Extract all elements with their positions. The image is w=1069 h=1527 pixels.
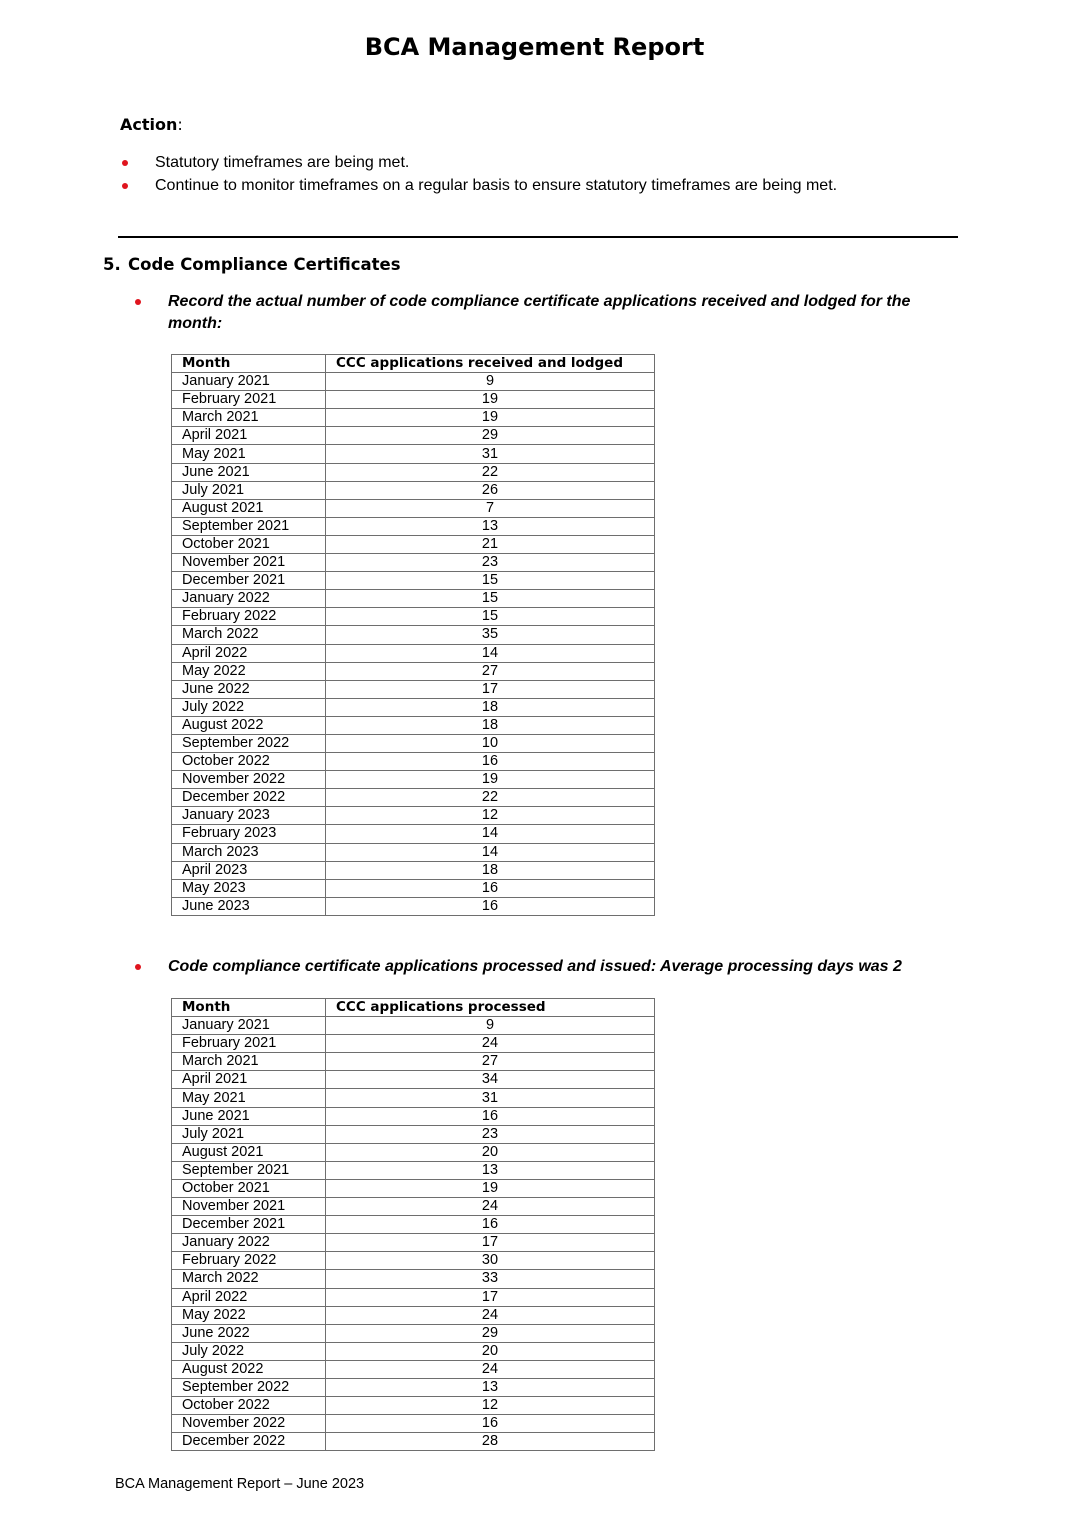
count-cell: 13 [326,517,655,535]
count-cell: 31 [326,445,655,463]
table-row [172,1161,655,1179]
month-cell: May 2021 [172,445,326,463]
table-row [172,1053,655,1071]
month-cell: May 2022 [172,1306,326,1324]
table-row [172,445,655,463]
month-cell: March 2021 [172,1053,326,1071]
table-row [172,843,655,861]
count-cell: 31 [326,1089,655,1107]
month-cell: January 2022 [172,1234,326,1252]
table-row [172,753,655,771]
month-cell: February 2021 [172,1035,326,1053]
action-label: Action [120,115,178,134]
action-bullet [120,176,837,199]
month-cell: April 2021 [172,1071,326,1089]
count-cell: 14 [326,843,655,861]
month-cell: May 2023 [172,879,326,897]
month-cell: April 2022 [172,644,326,662]
table-header-row [172,355,655,373]
count-cell: 19 [326,409,655,427]
count-cell: 13 [326,1161,655,1179]
table-row [172,554,655,572]
table-row [172,1017,655,1035]
action-bullet-text: Continue to monitor timeframes on a regular basis to ensure statutory timeframes are being met. [155,176,838,194]
table-row [172,1324,655,1342]
table-row [172,499,655,517]
count-cell: 10 [326,734,655,752]
count-cell: 20 [326,1342,655,1360]
table-row [172,1107,655,1125]
table-row [172,1306,655,1324]
section-number: 5. [103,255,121,274]
table-row [172,644,655,662]
count-cell: 30 [326,1252,655,1270]
count-cell: 15 [326,590,655,608]
month-cell: June 2021 [172,463,326,481]
month-cell: August 2021 [172,499,326,517]
month-cell: September 2022 [172,734,326,752]
month-cell: December 2021 [172,1216,326,1234]
count-cell: 23 [326,554,655,572]
month-cell: January 2021 [172,1017,326,1035]
month-cell: February 2023 [172,825,326,843]
month-cell: January 2022 [172,590,326,608]
ccc-received-table [171,354,655,916]
month-cell: March 2021 [172,409,326,427]
month-cell: August 2021 [172,1143,326,1161]
table-row [172,680,655,698]
month-cell: October 2021 [172,535,326,553]
action-colon: : [177,115,183,134]
count-cell: 16 [326,753,655,771]
month-cell: May 2021 [172,1089,326,1107]
count-cell: 12 [326,807,655,825]
action-bullet-list [120,153,837,198]
table-row [172,373,655,391]
month-cell: July 2021 [172,1125,326,1143]
month-cell: March 2022 [172,626,326,644]
count-cell: 33 [326,1270,655,1288]
ccc-processed-table [171,998,655,1451]
table-row [172,463,655,481]
month-cell: June 2022 [172,1324,326,1342]
column-header-month: Month [172,999,326,1017]
action-heading [120,115,183,134]
month-cell: September 2021 [172,1161,326,1179]
table-row [172,572,655,590]
month-cell: April 2022 [172,1288,326,1306]
month-cell: May 2022 [172,662,326,680]
count-cell: 15 [326,608,655,626]
count-cell: 16 [326,1415,655,1433]
count-cell: 12 [326,1397,655,1415]
table-row [172,1397,655,1415]
count-cell: 22 [326,789,655,807]
table-row [172,662,655,680]
count-cell: 16 [326,1216,655,1234]
table-row [172,698,655,716]
count-cell: 14 [326,644,655,662]
table1-note-text: Record the actual number of code compliance certificate applications received and lodged for the month: [168,293,911,332]
month-cell: July 2022 [172,1342,326,1360]
table-row [172,1433,655,1451]
count-cell: 7 [326,499,655,517]
table-row [172,734,655,752]
table-header-row [172,999,655,1017]
action-bullet [120,153,837,176]
action-bullet-text: Statutory timeframes are being met. [155,154,410,171]
month-cell: March 2022 [172,1270,326,1288]
month-cell: December 2022 [172,1433,326,1451]
table-row [172,391,655,409]
count-cell: 24 [326,1035,655,1053]
count-cell: 23 [326,1125,655,1143]
month-cell: September 2021 [172,517,326,535]
month-cell: April 2021 [172,427,326,445]
month-cell: February 2021 [172,391,326,409]
table-row [172,1288,655,1306]
bullet-icon [135,964,141,970]
count-cell: 34 [326,1071,655,1089]
month-cell: December 2021 [172,572,326,590]
section-divider [118,236,958,238]
bullet-icon [135,299,141,305]
table-row [172,1179,655,1197]
month-cell: October 2022 [172,1397,326,1415]
count-cell: 29 [326,427,655,445]
table2-note-text: Code compliance certificate applications processed and issued: Average processing days was 2 [168,958,902,975]
table-row [172,1035,655,1053]
count-cell: 16 [326,1107,655,1125]
month-cell: December 2022 [172,789,326,807]
count-cell: 27 [326,662,655,680]
month-cell: January 2021 [172,373,326,391]
count-cell: 14 [326,825,655,843]
bullet-icon [122,183,128,189]
table-row [172,427,655,445]
count-cell: 24 [326,1306,655,1324]
table-row [172,1252,655,1270]
page-title: BCA Management Report [364,33,705,61]
table-row [172,626,655,644]
count-cell: 24 [326,1360,655,1378]
count-cell: 35 [326,626,655,644]
table-row [172,1360,655,1378]
count-cell: 24 [326,1198,655,1216]
month-cell: November 2022 [172,771,326,789]
table-row [172,807,655,825]
table-row [172,517,655,535]
count-cell: 18 [326,698,655,716]
month-cell: April 2023 [172,861,326,879]
month-cell: September 2022 [172,1378,326,1396]
count-cell: 22 [326,463,655,481]
count-cell: 9 [326,1017,655,1035]
table-row [172,590,655,608]
count-cell: 20 [326,1143,655,1161]
table-row [172,1089,655,1107]
table-row [172,1378,655,1396]
count-cell: 19 [326,771,655,789]
month-cell: March 2023 [172,843,326,861]
table-row [172,1234,655,1252]
table-row [172,771,655,789]
month-cell: July 2021 [172,481,326,499]
table-row [172,608,655,626]
count-cell: 13 [326,1378,655,1396]
table-row [172,1415,655,1433]
count-cell: 29 [326,1324,655,1342]
table-row [172,1071,655,1089]
table-row [172,879,655,897]
page-footer: BCA Management Report – June 2023 [115,1476,365,1492]
column-header-processed: CCC applications processed [326,999,655,1017]
month-cell: June 2023 [172,897,326,915]
month-cell: February 2022 [172,608,326,626]
month-cell: November 2022 [172,1415,326,1433]
month-cell: November 2021 [172,1198,326,1216]
month-cell: June 2022 [172,680,326,698]
count-cell: 27 [326,1053,655,1071]
table-row [172,1143,655,1161]
count-cell: 26 [326,481,655,499]
month-cell: August 2022 [172,716,326,734]
month-cell: June 2021 [172,1107,326,1125]
month-cell: February 2022 [172,1252,326,1270]
table-row [172,897,655,915]
table-row [172,1216,655,1234]
month-cell: October 2022 [172,753,326,771]
month-cell: October 2021 [172,1179,326,1197]
count-cell: 16 [326,897,655,915]
section-heading [103,255,401,274]
count-cell: 17 [326,680,655,698]
count-cell: 15 [326,572,655,590]
column-header-received: CCC applications received and lodged [326,355,655,373]
table1-note [168,291,958,335]
table-row [172,409,655,427]
count-cell: 21 [326,535,655,553]
table-row [172,1342,655,1360]
section-title: Code Compliance Certificates [128,255,401,274]
table-row [172,789,655,807]
bullet-icon [122,160,128,166]
table-row [172,716,655,734]
table-row [172,481,655,499]
table2-note [168,956,958,978]
count-cell: 17 [326,1288,655,1306]
month-cell: July 2022 [172,698,326,716]
count-cell: 17 [326,1234,655,1252]
month-cell: August 2022 [172,1360,326,1378]
month-cell: January 2023 [172,807,326,825]
column-header-month: Month [172,355,326,373]
count-cell: 18 [326,716,655,734]
table-row [172,861,655,879]
count-cell: 9 [326,373,655,391]
count-cell: 19 [326,391,655,409]
table-row [172,1125,655,1143]
count-cell: 18 [326,861,655,879]
month-cell: November 2021 [172,554,326,572]
table-row [172,535,655,553]
table-row [172,825,655,843]
count-cell: 28 [326,1433,655,1451]
table-row [172,1270,655,1288]
count-cell: 16 [326,879,655,897]
table-row [172,1198,655,1216]
count-cell: 19 [326,1179,655,1197]
